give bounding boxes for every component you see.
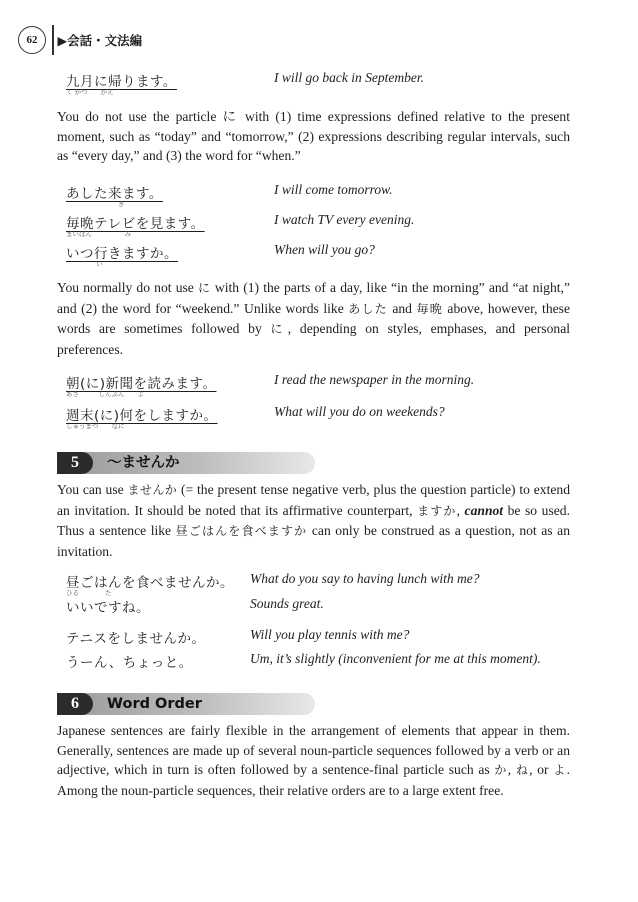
header-divider — [52, 25, 54, 55]
text-run: with (1) the parts of a day, like “in the morning” and “at night,” and (2) the word for “weekend.” Unlike words like — [57, 280, 570, 316]
text-run: You normally do not use — [57, 280, 198, 295]
section-header-6 — [57, 693, 315, 715]
paragraph-time-expressions: You do not use the particle に with (1) time expressions defined relative to the present moment, such as “today” and “tomorrow,” (2) expressions describing regular intervals, such as “every day,” and (3) the word for “when.” — [57, 109, 570, 163]
paragraph-parts-of-day — [57, 278, 570, 359]
page-number: 62 — [18, 26, 46, 54]
example-ruby: あさ しんぶん よ — [66, 390, 144, 398]
example-english: I will go back in September. — [274, 70, 424, 85]
text-run-japanese: ますか — [417, 503, 457, 518]
text-run-japanese: に — [270, 322, 288, 336]
text-run-japanese: 毎晩 — [416, 301, 443, 316]
example-japanese: うーん、ちょっと。 — [66, 655, 193, 671]
example-english: Um, it’s slightly (inconvenient for me at this moment). — [250, 651, 541, 666]
paragraph-word-order — [57, 721, 570, 800]
example-english: When will you go? — [274, 242, 375, 257]
example-japanese: 九月に帰ります。 — [66, 74, 177, 90]
example-japanese: 朝(に)新聞を読みます。 — [66, 376, 217, 392]
section-header-5 — [57, 452, 315, 474]
example-ruby: ひる た — [66, 589, 112, 597]
text-run: , — [456, 502, 465, 518]
text-run-japanese: か — [494, 763, 508, 777]
example-japanese: いいですね。 — [66, 600, 150, 616]
text-run: You can use — [57, 482, 128, 497]
example-ruby: しゅうまつ なに — [66, 422, 125, 430]
text-run: , — [507, 762, 516, 777]
example-japanese: 週末(に)何をしますか。 — [66, 408, 218, 424]
example-japanese: 昼ごはんを食べませんか。 — [66, 575, 234, 591]
example-english: I will come tomorrow. — [274, 182, 393, 197]
example-ruby: まいばん み — [66, 230, 131, 238]
text-run-japanese: よ — [553, 763, 567, 777]
text-run: can only be construed as a question, not as an invitation. — [57, 523, 570, 559]
example-ruby: い — [96, 260, 103, 268]
section-title: Word Order — [107, 696, 202, 712]
text-run-japanese: に — [197, 281, 211, 295]
example-japanese: テニスをしませんか。 — [66, 631, 206, 647]
example-ruby: く がつ かえ — [66, 88, 114, 96]
text-run: , or — [529, 762, 554, 777]
text-run: . Among the noun-particle sequences, their relative orders are to a large extent free. — [57, 762, 570, 798]
page-header — [18, 26, 142, 54]
text-run-japanese: あした — [348, 301, 388, 316]
text-run: and — [387, 300, 417, 316]
example-japanese: あした来ます。 — [66, 186, 163, 202]
paragraph-masenka — [57, 480, 570, 561]
section-bar — [57, 452, 315, 474]
example-english: Will you play tennis with me? — [250, 627, 410, 642]
text-run: above, however, these words are sometimes followed by — [57, 300, 570, 336]
text-run: (= the present tense negative verb, plus the question particle) to extend an invitation. It should be noted that its affirmative counterpart, — [57, 482, 570, 518]
example-english: What do you say to having lunch with me? — [250, 571, 480, 586]
text-run: Japanese sentences are fairly flexible in the arrangement of elements that appear in them. Generally, sentences are made up of several noun-particle sequences followed by a verb or an adjective, which in turn is often followed by a sentence-final particle such as — [57, 723, 570, 777]
example-english: I watch TV every evening. — [274, 212, 415, 227]
text-run: , depending on styles, emphases, and personal preferences. — [57, 321, 570, 357]
example-ruby: き — [118, 200, 125, 208]
section-number: 5 — [57, 452, 93, 474]
section-number: 6 — [57, 693, 93, 715]
header-title: ▶会話・文法編 — [57, 33, 143, 48]
example-japanese: 毎晩テレビを見ます。 — [66, 216, 205, 232]
text-run: be so used. Thus a sentence like — [57, 502, 570, 538]
text-run-emphasis: cannot — [464, 502, 504, 518]
text-run-japanese: 昼ごはんを食べますか — [175, 524, 308, 538]
example-english: What will you do on weekends? — [274, 404, 445, 419]
text-run-japanese: ね — [515, 763, 530, 777]
example-english: I read the newspaper in the morning. — [274, 372, 475, 387]
example-english: Sounds great. — [250, 596, 324, 611]
example-japanese: いつ行きますか。 — [66, 246, 178, 262]
section-title: ～ませんか — [107, 455, 180, 471]
text-run-japanese: ませんか — [127, 483, 178, 497]
